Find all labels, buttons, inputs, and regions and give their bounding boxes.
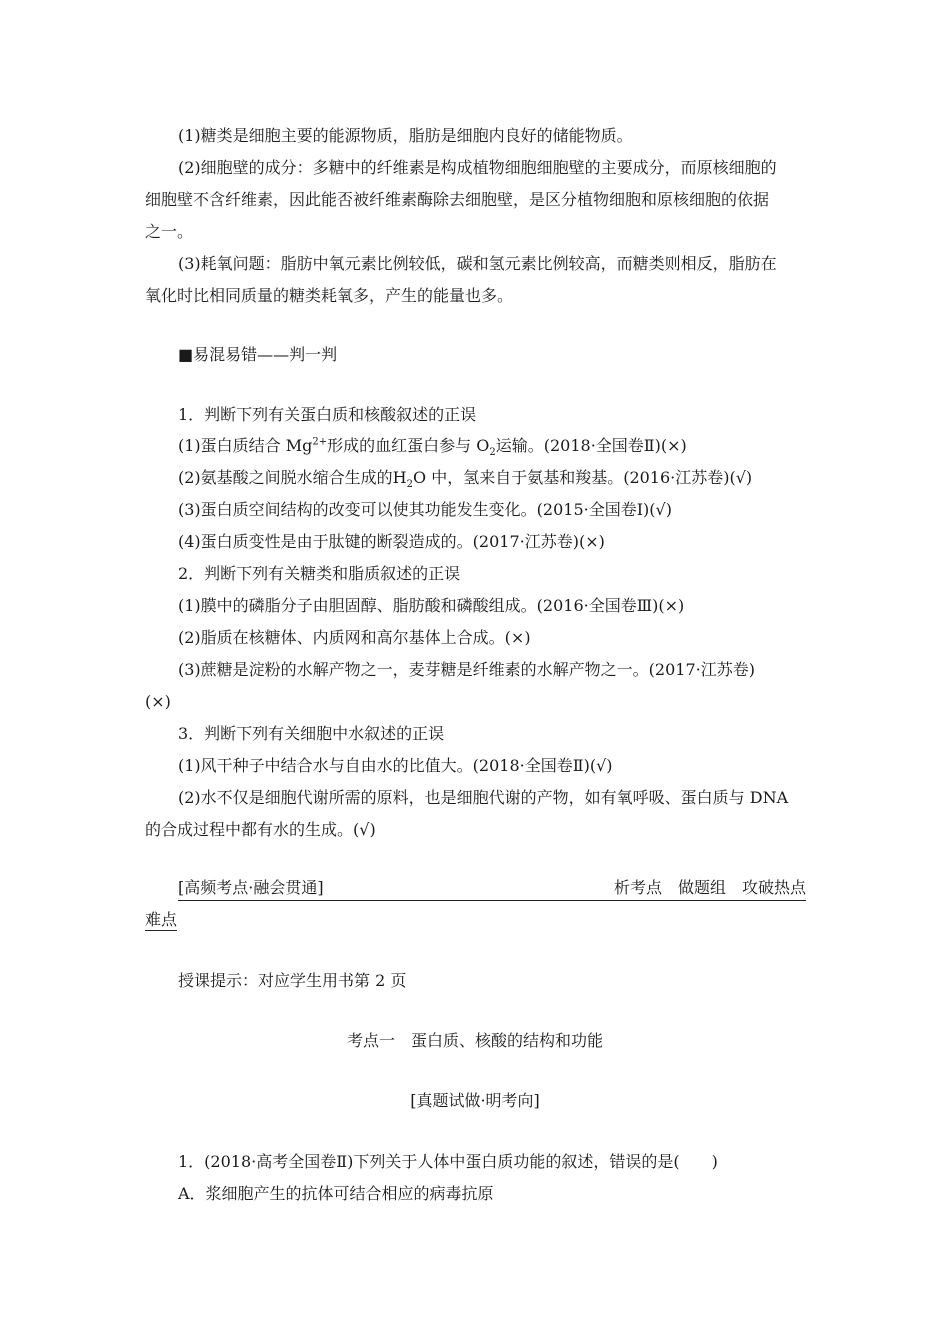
summary-paragraph-3-line-1: (3)耗氧问题：脂肪中氧元素比例较低，碳和氢元素比例较高，而糖类则相反，脂肪在 bbox=[178, 254, 777, 273]
section-header-bar bbox=[178, 878, 806, 901]
summary-paragraph-2-line-1: (2)细胞壁的成分：多糖中的纤维素是构成植物细胞细胞壁的主要成分，而原核细胞的 bbox=[178, 158, 777, 177]
judge-q2-item-3-line-2: (×) bbox=[145, 692, 171, 711]
summary-paragraph-2-line-3: 之一。 bbox=[145, 222, 194, 241]
summary-paragraph-3-line-2: 氧化时比相同质量的糖类耗氧多，产生的能量也多。 bbox=[145, 286, 514, 305]
topic-title: 考点一 蛋白质、核酸的结构和功能 bbox=[346, 1031, 603, 1050]
section-header-tagline: 析考点 做题组 攻破热点 bbox=[613, 878, 806, 897]
question-option-a: A．浆细胞产生的抗体可结合相应的病毒抗原 bbox=[178, 1184, 494, 1203]
judge-q2-item-2: (2)脂质在核糖体、内质网和高尔基体上合成。(×) bbox=[178, 628, 531, 647]
summary-paragraph-1: (1)糖类是细胞主要的能源物质，脂肪是细胞内良好的储能物质。 bbox=[178, 126, 633, 145]
judge-heading: ■易混易错——判一判 bbox=[178, 345, 338, 364]
judge-q3-item-2-line-1: (2)水不仅是细胞代谢所需的原料，也是细胞代谢的产物，如有氧呼吸、蛋白质与 DNA bbox=[178, 788, 789, 807]
judge-q2-item-1: (1)膜中的磷脂分子由胆固醇、脂肪酸和磷酸组成。(2016·全国卷Ⅲ)(×) bbox=[178, 596, 685, 615]
section-header-title: [高频考点·融会贯通] bbox=[178, 878, 324, 897]
question-stem: 1．(2018·高考全国卷Ⅱ)下列关于人体中蛋白质功能的叙述，错误的是( ) bbox=[178, 1152, 718, 1171]
judge-q3-item-1: (1)风干种子中结合水与自由水的比值大。(2018·全国卷Ⅱ)(√) bbox=[178, 756, 613, 775]
judge-q1-item-4: (4)蛋白质变性是由于肽键的断裂造成的。(2017·江苏卷)(×) bbox=[178, 532, 605, 551]
judge-q1-item-1: (1)蛋白质结合 $Mg^{2+}$形成的血红蛋白参与 $O_2$运输。(2018·全国卷Ⅱ)(×) bbox=[178, 436, 687, 459]
judge-q1-title: 1．判断下列有关蛋白质和核酸叙述的正误 bbox=[178, 405, 477, 424]
summary-paragraph-2-line-2: 细胞壁不含纤维素，因此能否被纤维素酶除去细胞壁，是区分植物细胞和原核细胞的依据 bbox=[145, 190, 770, 209]
judge-q2-title: 2．判断下列有关糖类和脂质叙述的正误 bbox=[178, 564, 461, 583]
judge-q2-item-3-line-1: (3)蔗糖是淀粉的水解产物之一，麦芽糖是纤维素的水解产物之一。(2017·江苏卷) bbox=[178, 660, 755, 679]
teaching-hint: 授课提示：对应学生用书第 2 页 bbox=[178, 971, 407, 990]
section-header-wrap: 难点 bbox=[145, 910, 178, 929]
judge-q1-item-2: (2)氨基酸之间脱水缩合生成的$H_2O$ 中，氢来自于氨基和羧基。(2016·江苏卷)(√) bbox=[178, 468, 753, 491]
sub-heading: [真题试做·明考向] bbox=[410, 1091, 540, 1110]
judge-q3-item-2-line-2: 的合成过程中都有水的生成。(√) bbox=[145, 820, 376, 839]
judge-q1-item-3: (3)蛋白质空间结构的改变可以使其功能发生变化。(2015·全国卷Ⅰ)(√) bbox=[178, 500, 672, 519]
judge-q3-title: 3．判断下列有关细胞中水叙述的正误 bbox=[178, 724, 445, 743]
